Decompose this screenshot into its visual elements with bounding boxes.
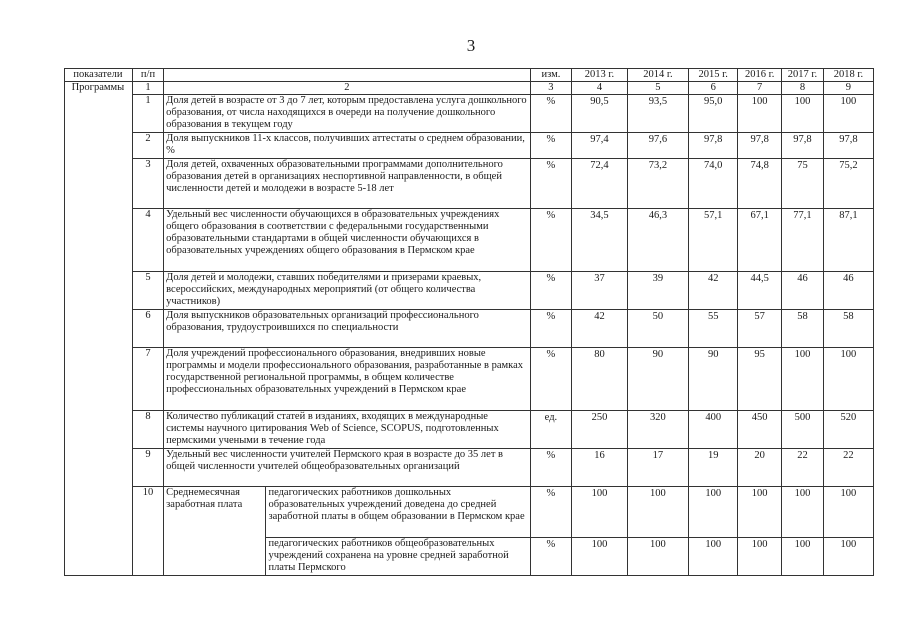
row-value: 37 [572, 272, 627, 310]
row-number: 8 [132, 411, 163, 449]
row-unit: % [530, 272, 572, 310]
row-value: 75,2 [823, 159, 873, 209]
row-value: 100 [823, 348, 873, 411]
row-value: 20 [738, 449, 782, 487]
numbering-cell: 6 [689, 82, 738, 95]
row-value: 100 [823, 538, 873, 576]
row-value: 520 [823, 411, 873, 449]
table-row [65, 310, 874, 348]
row-value: 400 [689, 411, 738, 449]
row-number: 4 [132, 209, 163, 272]
numbering-cell: 1 [132, 82, 163, 95]
row-value: 90,5 [572, 95, 627, 133]
row-value: 100 [627, 487, 689, 538]
row-value: 320 [627, 411, 689, 449]
row-number: 6 [132, 310, 163, 348]
header-year: 2016 г. [738, 69, 782, 82]
row-value: 97,8 [689, 133, 738, 159]
row-value: 100 [782, 487, 824, 538]
program-label: Программы [65, 82, 133, 576]
row-number: 10 [132, 487, 163, 576]
row-value: 67,1 [738, 209, 782, 272]
row-value: 22 [782, 449, 824, 487]
row-indicator-title: Среднемесячная заработная плата [164, 487, 266, 576]
row-unit: ед. [530, 411, 572, 449]
row-unit: % [530, 95, 572, 133]
indicators-table [64, 68, 874, 576]
row-unit: % [530, 209, 572, 272]
row-value: 100 [689, 538, 738, 576]
row-unit: % [530, 348, 572, 411]
table-row [65, 348, 874, 411]
row-value: 250 [572, 411, 627, 449]
row-unit: % [530, 310, 572, 348]
row-indicator: Доля детей и молодежи, ставших победителями и призерами краевых, всероссийских, международных мероприятий (от общего количества участников) [164, 272, 530, 310]
row-value: 97,6 [627, 133, 689, 159]
table-row [65, 449, 874, 487]
numbering-cell: 5 [627, 82, 689, 95]
row-value: 100 [782, 95, 824, 133]
row-value: 100 [738, 95, 782, 133]
numbering-cell: 7 [738, 82, 782, 95]
row-value: 95,0 [689, 95, 738, 133]
row-indicator: Доля выпускников 11-х классов, получивших аттестаты о среднем образовании, % [164, 133, 530, 159]
numbering-row [65, 82, 874, 95]
row-unit: % [530, 449, 572, 487]
row-value: 97,8 [782, 133, 824, 159]
row-value: 39 [627, 272, 689, 310]
row-value: 97,8 [738, 133, 782, 159]
row-value: 90 [689, 348, 738, 411]
row-value: 100 [823, 487, 873, 538]
row-value: 97,4 [572, 133, 627, 159]
row-number: 5 [132, 272, 163, 310]
row-value: 22 [823, 449, 873, 487]
row-value: 97,8 [823, 133, 873, 159]
row-value: 74,0 [689, 159, 738, 209]
row-value: 75 [782, 159, 824, 209]
row-value: 100 [572, 487, 627, 538]
header-indicators: показатели [65, 69, 133, 82]
row-value: 46 [782, 272, 824, 310]
row-value: 19 [689, 449, 738, 487]
row-value: 58 [782, 310, 824, 348]
row-value: 57,1 [689, 209, 738, 272]
header-name [164, 69, 530, 82]
row-indicator: Доля детей в возрасте от 3 до 7 лет, которым предоставлена услуга дошкольного образования, от числа находящихся в очереди на получение дошкольного образования в текущем году [164, 95, 530, 133]
row-indicator-sub: педагогических работников дошкольных образовательных учреждений доведена до средней заработной платы в общем образовании в Пермском крае [266, 487, 530, 538]
header-year: 2017 г. [782, 69, 824, 82]
row-unit: % [530, 133, 572, 159]
numbering-cell: 3 [530, 82, 572, 95]
row-value: 93,5 [627, 95, 689, 133]
header-number: п/п [132, 69, 163, 82]
row-value: 74,8 [738, 159, 782, 209]
header-year: 2013 г. [572, 69, 627, 82]
row-value: 44,5 [738, 272, 782, 310]
row-value: 58 [823, 310, 873, 348]
row-value: 500 [782, 411, 824, 449]
numbering-cell: 4 [572, 82, 627, 95]
row-value: 50 [627, 310, 689, 348]
table-row [65, 411, 874, 449]
header-row [65, 69, 874, 82]
row-value: 450 [738, 411, 782, 449]
row-value: 42 [689, 272, 738, 310]
row-value: 100 [627, 538, 689, 576]
row-value: 80 [572, 348, 627, 411]
row-value: 72,4 [572, 159, 627, 209]
numbering-cell: 8 [782, 82, 824, 95]
row-indicator: Количество публикаций статей в изданиях, входящих в международные системы научного цитирования Web of Science, SCOPUS, подготовленных пермскими учеными в течение года [164, 411, 530, 449]
page-number: 3 [466, 36, 476, 55]
row-number: 1 [132, 95, 163, 133]
numbering-cell: 9 [823, 82, 873, 95]
row-value: 100 [738, 487, 782, 538]
row-value: 100 [782, 348, 824, 411]
table-row [65, 133, 874, 159]
row-value: 17 [627, 449, 689, 487]
row-value: 100 [823, 95, 873, 133]
row-value: 46 [823, 272, 873, 310]
header-year: 2015 г. [689, 69, 738, 82]
row-indicator: Доля учреждений профессионального образования, внедривших новые программы и модели профессионального образования, разработанные в рамках государственной региональной программы, в общем количестве профессиональных образовательных учреждений в Пермском крае [164, 348, 530, 411]
row-value: 100 [782, 538, 824, 576]
row-value: 16 [572, 449, 627, 487]
row-value: 55 [689, 310, 738, 348]
row-value: 87,1 [823, 209, 873, 272]
row-number: 7 [132, 348, 163, 411]
row-indicator-sub: педагогических работников общеобразовательных учреждений сохранена на уровне средней заработной платы Пермского [266, 538, 530, 576]
table-row [65, 272, 874, 310]
row-number: 9 [132, 449, 163, 487]
row-value: 100 [738, 538, 782, 576]
row-value: 34,5 [572, 209, 627, 272]
row-number: 3 [132, 159, 163, 209]
table-row [65, 487, 874, 538]
row-value: 73,2 [627, 159, 689, 209]
table-row [65, 209, 874, 272]
header-unit: изм. [530, 69, 572, 82]
row-unit: % [530, 538, 572, 576]
header-year: 2018 г. [823, 69, 873, 82]
row-indicator: Доля выпускников образовательных организаций профессионального образования, трудоустроившихся по специальности [164, 310, 530, 348]
row-value: 100 [689, 487, 738, 538]
row-value: 90 [627, 348, 689, 411]
row-value: 100 [572, 538, 627, 576]
row-value: 77,1 [782, 209, 824, 272]
table-row [65, 95, 874, 133]
numbering-cell: 2 [164, 82, 530, 95]
row-value: 95 [738, 348, 782, 411]
row-indicator: Удельный вес численности учителей Пермского края в возрасте до 35 лет в общей численности учителей общеобразовательных организаций [164, 449, 530, 487]
table-row [65, 159, 874, 209]
row-indicator: Доля детей, охваченных образовательными программами дополнительного образования детей в организациях неспортивной направленности, в общей численности детей и молодежи в возрасте 5-18 лет [164, 159, 530, 209]
header-year: 2014 г. [627, 69, 689, 82]
row-unit: % [530, 487, 572, 538]
row-value: 46,3 [627, 209, 689, 272]
row-value: 42 [572, 310, 627, 348]
row-value: 57 [738, 310, 782, 348]
row-indicator: Удельный вес численности обучающихся в образовательных учреждениях общего образования в соответствии с федеральными государственными образовательными стандартами в общей численности обучающихся в образовательных учреждениях общего образования в Пермском крае [164, 209, 530, 272]
row-number: 2 [132, 133, 163, 159]
row-unit: % [530, 159, 572, 209]
